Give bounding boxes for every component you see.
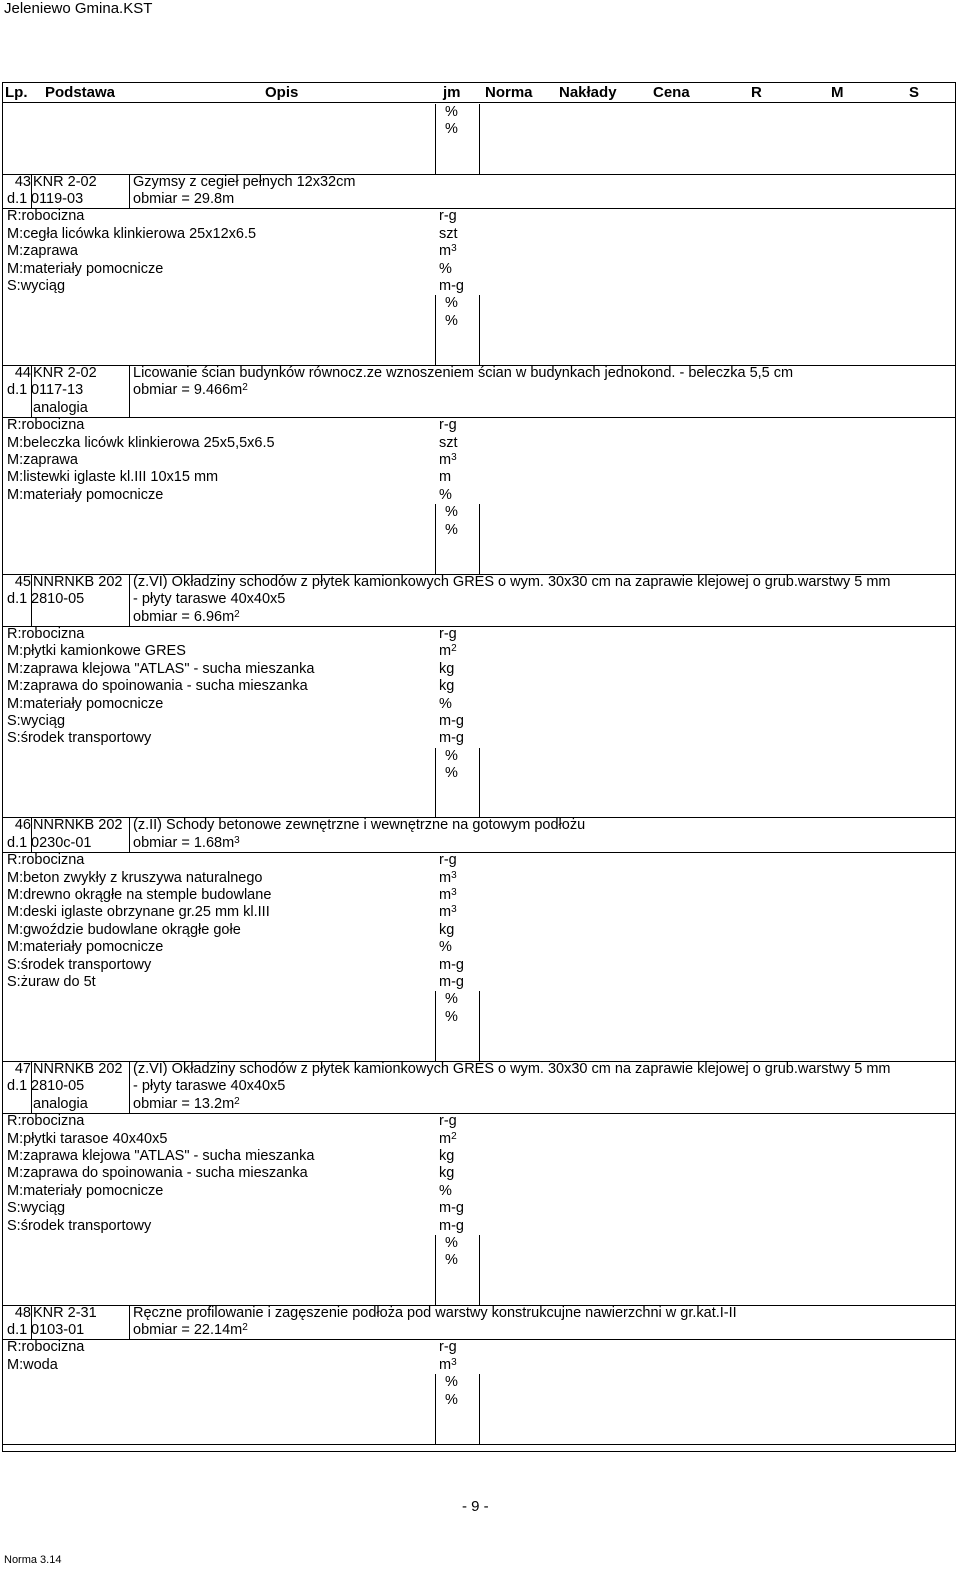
summary-divider <box>479 295 480 365</box>
position-basis: KNR 2-02 <box>33 365 97 381</box>
resource-name: S:środek transportowy <box>7 1218 152 1234</box>
summary-divider <box>479 748 480 818</box>
resource-unit <box>439 1200 464 1217</box>
resource-unit <box>439 904 457 921</box>
resource-name: M:cegła licówka klinkierowa 25x12x6.5 <box>7 226 257 242</box>
resource-unit <box>439 939 452 956</box>
resource-unit-text: m <box>439 870 452 886</box>
summary-divider <box>435 504 436 574</box>
resource-unit <box>439 974 464 991</box>
resource-unit-text: m <box>439 469 452 485</box>
resource-unit-text: m <box>439 452 452 468</box>
position-quantity-exponent: 2 <box>234 609 240 620</box>
resource-name: M:beleczka licówk klinkierowa 25x5,5x6.5 <box>7 435 275 451</box>
resource-unit-text: % <box>439 939 452 955</box>
position-quantity <box>133 835 240 852</box>
position-basis-code: 2810-05 <box>31 1078 85 1094</box>
position-quantity-exponent: 2 <box>242 382 248 393</box>
position-basis-code: 0117-13 <box>31 382 84 398</box>
resource-name: M:płytki kamionkowe GRES <box>7 643 186 659</box>
summary-divider <box>435 1374 436 1444</box>
table-header <box>3 83 955 103</box>
row-separator <box>3 852 955 853</box>
resource-name: M:materiały pomocnicze <box>7 939 164 955</box>
summary-zysk-unit: % <box>445 1009 458 1025</box>
col-opis: Opis <box>265 84 299 101</box>
resource-unit-text: m-g <box>439 278 464 294</box>
resource-unit-text: r-g <box>439 626 457 642</box>
resource-name: R:robocizna <box>7 852 85 868</box>
resource-name: M:zaprawa <box>7 243 78 259</box>
position-quantity <box>133 609 240 626</box>
resource-name: S:wyciąg <box>7 278 66 294</box>
summary-koszty-unit: % <box>445 104 458 120</box>
resource-unit <box>439 870 457 887</box>
summary-zysk-unit: % <box>445 313 458 329</box>
col-s: S <box>909 84 920 101</box>
resource-unit-text: kg <box>439 922 455 938</box>
col-m: M <box>831 84 844 101</box>
summary-divider <box>479 504 480 574</box>
position-basis-code: 2810-05 <box>31 591 85 607</box>
resource-unit-text: % <box>439 487 452 503</box>
resource-unit-exponent: 3 <box>451 904 457 915</box>
resource-name: S:środek transportowy <box>7 730 152 746</box>
resource-name: R:robocizna <box>7 626 85 642</box>
position-number: 45 <box>14 574 31 590</box>
resource-unit-exponent: 3 <box>451 870 457 881</box>
basis-divider <box>129 174 130 209</box>
summary-koszty-unit: % <box>445 504 458 520</box>
resource-unit <box>439 1183 452 1200</box>
resource-unit-text: m-g <box>439 730 464 746</box>
basis-divider <box>129 574 130 626</box>
resource-unit-text: m-g <box>439 713 464 729</box>
resource-unit-exponent: 3 <box>451 452 457 463</box>
resource-name: M:płytki tarasoe 40x40x5 <box>7 1131 168 1147</box>
resource-name: R:robocizna <box>7 208 85 224</box>
resource-unit <box>439 417 457 434</box>
position-number: 44 <box>14 365 31 381</box>
summary-divider <box>435 295 436 365</box>
resource-name: R:robocizna <box>7 1113 85 1129</box>
resource-unit-text: m <box>439 1357 452 1373</box>
position-description-cont: - płyty taraswe 40x40x5 <box>133 1078 286 1094</box>
resource-unit-text: m <box>439 643 452 659</box>
summary-divider <box>435 1235 436 1305</box>
resource-unit <box>439 713 464 730</box>
position-d: d.1 <box>7 1078 28 1094</box>
lp-divider <box>31 817 32 852</box>
resource-unit-text: m <box>439 887 452 903</box>
position-description: (z.VI) Okładziny schodów z płytek kamionkowych GRES o wym. 30x30 cm na zaprawie klejowej o grub.warstwy 5 mm <box>133 574 891 590</box>
resource-unit <box>439 696 452 713</box>
position-basis-note: analogia <box>33 400 88 416</box>
resource-unit-text: m <box>439 243 452 259</box>
summary-divider <box>435 104 436 174</box>
lp-divider <box>31 1305 32 1340</box>
summary-zysk-unit: % <box>445 1252 458 1268</box>
position-basis: KNR 2-31 <box>33 1305 97 1321</box>
resource-unit-exponent: 3 <box>451 1357 457 1368</box>
position-description: (z.VI) Okładziny schodów z płytek kamionkowych GRES o wym. 30x30 cm na zaprawie klejowej o grub.warstwy 5 mm <box>133 1061 891 1077</box>
position-basis: KNR 2-02 <box>33 174 97 190</box>
resource-unit <box>439 261 452 278</box>
resource-name: M:beton zwykły z kruszywa naturalnego <box>7 870 263 886</box>
resource-unit-text: r-g <box>439 208 457 224</box>
cost-estimate-table <box>2 82 956 1452</box>
resource-name: M:materiały pomocnicze <box>7 487 164 503</box>
position-quantity <box>133 1096 240 1113</box>
col-lp: Lp. <box>5 84 28 101</box>
resource-name: M:drewno okrągłe na stemple budowlane <box>7 887 272 903</box>
resource-unit-text: m-g <box>439 1218 464 1234</box>
position-d: d.1 <box>7 191 28 207</box>
position-description: Licowanie ścian budynków równocz.ze wznoszeniem ścian w budynkach jednokond. - beleczka 5,5 cm <box>133 365 794 381</box>
position-description: Ręczne profilowanie i zagęszenie podłoża pod warstwy konstrukcujne nawierzchni w gr.kat.I-II <box>133 1305 737 1321</box>
resource-unit <box>439 1218 464 1235</box>
resource-unit-text: r-g <box>439 852 457 868</box>
basis-divider <box>129 1061 130 1113</box>
resource-name: S:wyciąg <box>7 713 66 729</box>
resource-name: M:woda <box>7 1357 58 1373</box>
resource-unit <box>439 1148 454 1165</box>
position-quantity-exponent: 3 <box>234 835 240 846</box>
col-norma: Norma <box>485 84 533 101</box>
resource-unit <box>439 852 457 869</box>
resource-unit <box>439 730 464 747</box>
position-quantity <box>133 191 234 208</box>
summary-zysk-unit: % <box>445 121 458 137</box>
row-separator <box>3 417 955 418</box>
position-quantity <box>133 1322 248 1339</box>
resource-unit <box>439 469 451 486</box>
resource-unit <box>439 661 454 678</box>
resource-unit <box>439 226 458 243</box>
summary-zysk-unit: % <box>445 522 458 538</box>
resource-name: M:listewki iglaste kl.III 10x15 mm <box>7 469 219 485</box>
resource-unit <box>439 1113 457 1130</box>
resource-unit-text: r-g <box>439 417 457 433</box>
resource-unit-text: szt <box>439 226 458 242</box>
summary-zysk-unit: % <box>445 765 458 781</box>
resource-unit <box>439 487 452 504</box>
position-basis-code: 0103-01 <box>31 1322 85 1338</box>
basis-divider <box>129 817 130 852</box>
resource-unit <box>439 643 457 660</box>
summary-koszty-unit: % <box>445 1235 458 1251</box>
position-description: (z.II) Schody betonowe zewnętrzne i wewnętrzne na gotowym podłożu <box>133 817 586 833</box>
resource-unit <box>439 1165 454 1182</box>
resource-name: M:zaprawa <box>7 452 78 468</box>
resource-name: R:robocizna <box>7 1339 85 1355</box>
resource-unit <box>439 278 464 295</box>
resource-unit <box>439 1339 457 1356</box>
resource-unit-text: m <box>439 904 452 920</box>
row-separator <box>3 626 955 627</box>
resource-unit <box>439 626 457 643</box>
page-number: - 9 - <box>462 1498 489 1515</box>
resource-unit-text: r-g <box>439 1113 457 1129</box>
resource-unit <box>439 243 457 260</box>
position-d: d.1 <box>7 1322 28 1338</box>
resource-unit-text: kg <box>439 661 455 677</box>
resource-unit-text: % <box>439 1183 452 1199</box>
position-number: 48 <box>14 1305 31 1321</box>
resource-name: M:materiały pomocnicze <box>7 261 164 277</box>
resource-unit <box>439 887 457 904</box>
position-quantity-text: obmiar = 13.2m <box>133 1096 235 1112</box>
row-separator <box>3 208 955 209</box>
position-quantity-text: obmiar = 1.68m <box>133 835 235 851</box>
resource-unit <box>439 1131 457 1148</box>
lp-divider <box>31 1061 32 1113</box>
resource-unit-text: kg <box>439 1148 455 1164</box>
position-quantity-text: obmiar = 6.96m <box>133 609 235 625</box>
resource-name: S:żuraw do 5t <box>7 974 96 990</box>
col-r: R <box>751 84 762 101</box>
resource-name: R:robocizna <box>7 417 85 433</box>
summary-koszty-unit: % <box>445 991 458 1007</box>
position-d: d.1 <box>7 591 28 607</box>
resource-unit <box>439 678 454 695</box>
resource-name: M:materiały pomocnicze <box>7 1183 164 1199</box>
resource-unit <box>439 435 458 452</box>
summary-divider <box>435 991 436 1061</box>
position-basis-code: 0230c-01 <box>31 835 92 851</box>
position-d: d.1 <box>7 382 28 398</box>
summary-divider <box>479 1235 480 1305</box>
lp-divider <box>31 174 32 209</box>
position-basis: NNRNKB 202 <box>33 1061 123 1077</box>
position-basis-code: 0119-03 <box>31 191 84 207</box>
resource-name: M:zaprawa klejowa "ATLAS" - sucha mieszanka <box>7 1148 315 1164</box>
lp-divider <box>31 365 32 417</box>
position-basis: NNRNKB 202 <box>33 574 123 590</box>
basis-divider <box>129 365 130 417</box>
resource-name: M:gwoździe budowlane okrągłe gołe <box>7 922 241 938</box>
resource-unit-text: % <box>439 261 452 277</box>
resource-unit-text: szt <box>439 435 458 451</box>
resource-unit <box>439 452 457 469</box>
summary-divider <box>435 748 436 818</box>
document-title: Jeleniewo Gmina.KST <box>4 0 153 17</box>
resource-unit <box>439 1357 457 1374</box>
summary-divider <box>479 104 480 174</box>
lp-divider <box>31 574 32 626</box>
resource-unit-exponent: 3 <box>451 887 457 898</box>
resource-name: M:materiały pomocnicze <box>7 696 164 712</box>
resource-unit-text: m-g <box>439 957 464 973</box>
position-quantity-exponent: 2 <box>242 1322 248 1333</box>
col-podstawa: Podstawa <box>45 84 116 101</box>
resource-unit-text: % <box>439 696 452 712</box>
resource-unit-text: m-g <box>439 974 464 990</box>
row-separator <box>3 1444 955 1445</box>
resource-unit-exponent: 2 <box>451 1131 457 1142</box>
resource-name: M:deski iglaste obrzynane gr.25 mm kl.III <box>7 904 270 920</box>
resource-unit <box>439 922 454 939</box>
position-quantity-exponent: 2 <box>234 1096 240 1107</box>
resource-unit-exponent: 2 <box>451 643 457 654</box>
col-cena: Cena <box>653 84 690 101</box>
resource-unit-text: m-g <box>439 1200 464 1216</box>
summary-zysk-unit: % <box>445 1392 458 1408</box>
resource-unit-text: kg <box>439 1165 455 1181</box>
resource-name: M:zaprawa do spoinowania - sucha mieszanka <box>7 678 308 694</box>
resource-name: M:zaprawa do spoinowania - sucha mieszanka <box>7 1165 308 1181</box>
resource-unit <box>439 208 457 225</box>
position-basis-note: analogia <box>33 1096 88 1112</box>
position-number: 43 <box>14 174 31 190</box>
position-number: 46 <box>14 817 31 833</box>
resource-name: S:środek transportowy <box>7 957 152 973</box>
summary-koszty-unit: % <box>445 748 458 764</box>
resource-unit-text: r-g <box>439 1339 457 1355</box>
row-separator <box>3 1339 955 1340</box>
resource-unit-exponent: 3 <box>451 243 457 254</box>
summary-koszty-unit: % <box>445 295 458 311</box>
row-separator <box>3 1113 955 1114</box>
resource-unit-text: kg <box>439 678 455 694</box>
position-number: 47 <box>14 1061 31 1077</box>
position-description-cont: - płyty taraswe 40x40x5 <box>133 591 286 607</box>
summary-divider <box>479 1374 480 1444</box>
position-quantity-text: obmiar = 22.14m <box>133 1322 243 1338</box>
summary-divider <box>479 991 480 1061</box>
software-version: Norma 3.14 <box>4 1554 62 1566</box>
position-basis: NNRNKB 202 <box>33 817 123 833</box>
col-jm: jm <box>443 84 461 101</box>
position-quantity-text: obmiar = 29.8m <box>133 191 235 207</box>
basis-divider <box>129 1305 130 1340</box>
resource-unit <box>439 957 464 974</box>
position-quantity <box>133 382 248 399</box>
resource-name: S:wyciąg <box>7 1200 66 1216</box>
position-description: Gzymsy z cegieł pełnych 12x32cm <box>133 174 356 190</box>
summary-koszty-unit: % <box>445 1374 458 1390</box>
position-quantity-text: obmiar = 9.466m <box>133 382 243 398</box>
position-d: d.1 <box>7 835 28 851</box>
resource-name: M:zaprawa klejowa "ATLAS" - sucha mieszanka <box>7 661 315 677</box>
col-naklady: Nakłady <box>559 84 617 101</box>
resource-unit-text: m <box>439 1131 452 1147</box>
